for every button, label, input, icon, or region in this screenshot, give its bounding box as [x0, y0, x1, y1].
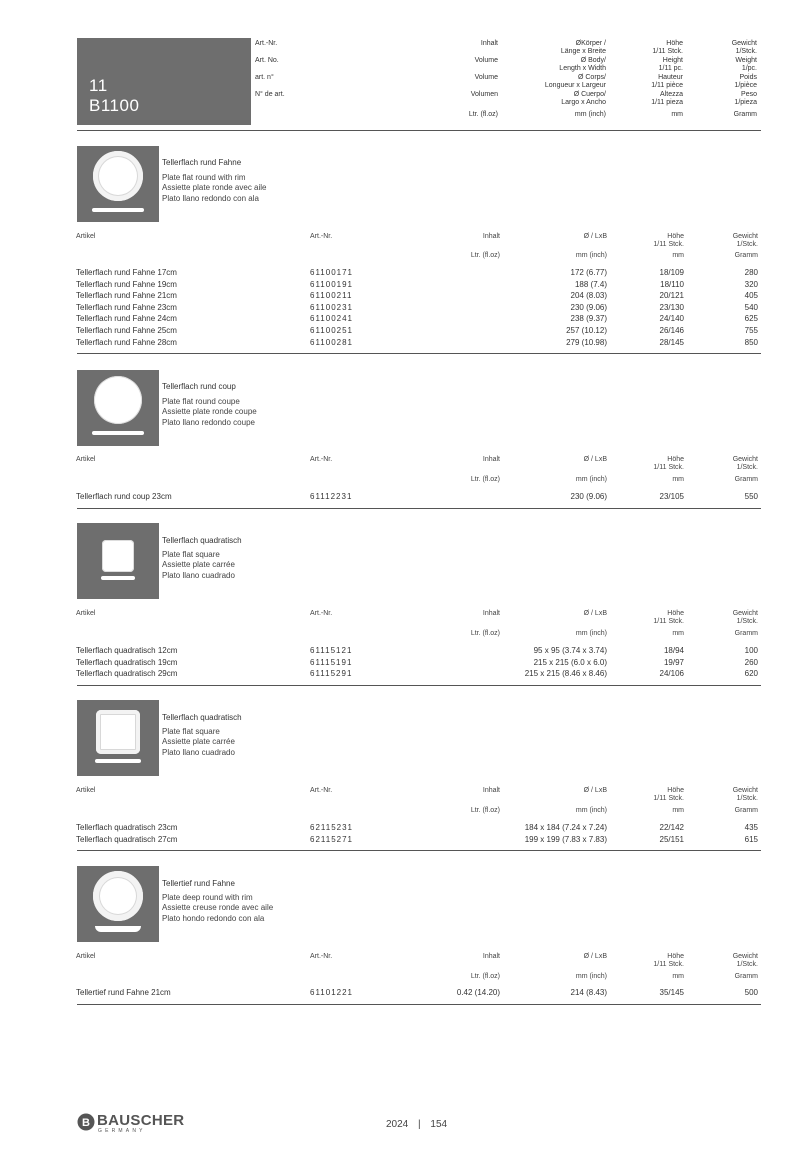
- page-number: 154: [430, 1119, 448, 1130]
- weight-value: 280: [744, 268, 758, 277]
- brand-name: BAUSCHER: [97, 1112, 185, 1129]
- product-name: Tellerflach rund Fahne 21cm: [76, 291, 177, 301]
- series-badge: [77, 38, 251, 125]
- article-number: 61115291: [310, 669, 353, 679]
- article-number: 61100281: [310, 337, 353, 347]
- weight-value: 615: [744, 834, 758, 844]
- series-number: 11: [89, 76, 108, 95]
- table-header: Artikel Art.-Nr. Inhalt Ø / LxB Höhe 1/11 Stck. Gewicht 1/Stck. Ltr. (fl.oz) mm (inch) mm Gramm: [76, 610, 758, 637]
- height-value: 35/145: [659, 988, 684, 997]
- height-value: 28/145: [659, 337, 684, 347]
- dimension-value: 279 (10.98): [566, 337, 607, 347]
- product-name: Tellerflach rund Fahne 23cm: [76, 302, 177, 312]
- series-code: B1100: [89, 96, 140, 115]
- bauscher-emblem-icon: [77, 1113, 95, 1131]
- table-row: [76, 279, 762, 291]
- svg-text:B: B: [82, 1117, 90, 1129]
- weight-value: 625: [744, 314, 758, 324]
- dimension-value: 204 (8.03): [570, 291, 607, 301]
- table-header: Artikel Art.-Nr. Inhalt Ø / LxB Höhe 1/11 Stck. Gewicht 1/Stck. Ltr. (fl.oz) mm (inch) mm Gramm: [76, 233, 758, 259]
- product-name: Tellerflach quadratisch 29cm: [76, 669, 178, 679]
- table-row: [76, 668, 762, 680]
- weight-value: 850: [744, 337, 758, 347]
- weight-value: 500: [744, 988, 758, 997]
- section-divider: [77, 685, 761, 686]
- weight-value: 620: [744, 669, 758, 679]
- dimension-value: 230 (9.06): [570, 492, 607, 501]
- article-number: 62115271: [310, 834, 353, 844]
- weight-value: 405: [744, 291, 758, 301]
- article-number: 61100191: [310, 279, 353, 289]
- page-footer: [386, 1119, 447, 1130]
- table-row: [76, 987, 762, 999]
- dimension-value: 215 x 215 (6.0 x 6.0): [533, 657, 607, 667]
- product-name: Tellerflach rund coup 23cm: [76, 492, 172, 501]
- dimension-value: 184 x 184 (7.24 x 7.24): [524, 823, 607, 832]
- product-name: Tellerflach rund Fahne 24cm: [76, 314, 177, 324]
- table-row: [76, 491, 762, 503]
- height-value: 19/97: [663, 657, 684, 667]
- dimension-value: 188 (7.4): [574, 279, 607, 289]
- section-description: Plate deep round with rim Assiette creuse ronde avec aile Plato hondo redondo con ala: [162, 893, 274, 923]
- volume-value: 0.42 (14.20): [456, 988, 500, 997]
- height-value: 18/110: [660, 279, 684, 289]
- height-value: 18/94: [663, 646, 684, 655]
- dimension-value: 199 x 199 (7.83 x 7.83): [524, 834, 607, 844]
- dimension-value: 95 x 95 (3.74 x 3.74): [533, 646, 607, 655]
- product-image-round-coupe: [77, 370, 159, 446]
- section-title: Tellerflach rund Fahne: [162, 158, 242, 167]
- article-number: 61100171: [310, 268, 353, 277]
- height-value: 23/105: [659, 492, 684, 501]
- section-title: Tellerflach quadratisch: [162, 713, 242, 722]
- product-name: Tellerflach quadratisch 27cm: [76, 834, 178, 844]
- product-image-deep-rim: [77, 866, 159, 942]
- product-name: Tellerflach quadratisch 12cm: [76, 646, 178, 655]
- section-description: Plate flat round with rim Assiette plate ronde avec aile Plato llano redondo con ala: [162, 173, 267, 203]
- product-name: Tellertief rund Fahne 21cm: [76, 988, 171, 997]
- section-divider: [77, 850, 761, 851]
- header-col-inhalt: Inhalt Volume Volume Volumen Ltr. (fl.oz): [468, 40, 498, 118]
- dimension-value: 172 (6.77): [570, 268, 607, 277]
- table-row: [76, 313, 762, 325]
- section-divider: [77, 353, 761, 354]
- section-description: Plate flat square Assiette plate carrée Plato llano cuadrado: [162, 550, 235, 580]
- product-name: Tellerflach rund Fahne 19cm: [76, 279, 177, 289]
- table-row: [76, 290, 762, 302]
- table-row: [76, 267, 762, 279]
- article-number: 61100251: [310, 326, 353, 335]
- section-description: Plate flat round coupe Assiette plate ronde coupe Plato llano redondo coupe: [162, 397, 257, 427]
- product-name: Tellerflach quadratisch 19cm: [76, 657, 178, 667]
- dimension-value: 257 (10.12): [566, 326, 607, 335]
- dimension-value: 215 x 215 (8.46 x 8.46): [524, 669, 607, 679]
- table-row: [76, 337, 762, 349]
- article-number: 62115231: [310, 823, 353, 832]
- header-divider: [77, 130, 761, 131]
- section-description: Plate flat square Assiette plate carrée Plato llano cuadrado: [162, 727, 235, 757]
- height-value: 22/142: [659, 823, 684, 832]
- product-name: Tellerflach quadratisch 23cm: [76, 823, 178, 832]
- section-divider: [77, 1004, 761, 1005]
- header-col-gewicht: Gewicht 1/Stck. Weight 1/pc. Poids 1/pièce Peso 1/pieza Gramm: [731, 40, 757, 118]
- height-value: 18/109: [659, 268, 684, 277]
- section-title: Tellertief rund Fahne: [162, 879, 235, 888]
- table-header: Artikel Art.-Nr. Inhalt Ø / LxB Höhe 1/11 Stck. Gewicht 1/Stck. Ltr. (fl.oz) mm (inch) mm Gramm: [76, 953, 758, 980]
- weight-value: 550: [744, 492, 758, 501]
- product-name: Tellerflach rund Fahne 17cm: [76, 268, 177, 277]
- article-number: 61100211: [310, 291, 353, 301]
- section-title: Tellerflach rund coup: [162, 382, 236, 391]
- table-header: Artikel Art.-Nr. Inhalt Ø / LxB Höhe 1/11 Stck. Gewicht 1/Stck. Ltr. (fl.oz) mm (inch) mm Gramm: [76, 787, 758, 814]
- weight-value: 540: [744, 302, 758, 312]
- header-col-koerper: ØKörper / Länge x Breite Ø Body/ Length x Width Ø Corps/ Longueur x Largeur Ø Cuerpo/ Largo x Ancho mm (inch): [544, 40, 606, 118]
- dimension-value: 214 (8.43): [570, 988, 607, 997]
- weight-value: 755: [744, 326, 758, 335]
- footer-separator: |: [418, 1119, 421, 1130]
- height-value: 24/106: [659, 669, 684, 679]
- weight-value: 100: [744, 646, 758, 655]
- section-title: Tellerflach quadratisch: [162, 536, 242, 545]
- footer-year: 2024: [386, 1119, 409, 1130]
- article-number: 61112231: [310, 492, 353, 501]
- brand-subtitle: GERMANY: [98, 1128, 146, 1134]
- height-value: 24/140: [659, 314, 684, 324]
- weight-value: 260: [744, 657, 758, 667]
- height-value: 23/130: [659, 302, 684, 312]
- height-value: 20/121: [659, 291, 684, 301]
- article-number: 61115121: [310, 646, 353, 655]
- header-col-art: Art.-Nr. Art. No. art. n° N° de art.: [255, 40, 285, 98]
- product-name: Tellerflach rund Fahne 28cm: [76, 337, 177, 347]
- product-image-round-rim: [77, 146, 159, 222]
- table-row: [76, 325, 762, 337]
- table-row: [76, 657, 762, 669]
- dimension-value: 238 (9.37): [570, 314, 607, 324]
- product-image-square-small: [77, 523, 159, 599]
- product-image-square-large: [77, 700, 159, 776]
- article-number: 61115191: [310, 657, 353, 667]
- article-number: 61100231: [310, 302, 353, 312]
- dimension-value: 230 (9.06): [570, 302, 607, 312]
- section-divider: [77, 508, 761, 509]
- article-number: 61101221: [310, 988, 353, 997]
- article-number: 61100241: [310, 314, 353, 324]
- height-value: 26/146: [659, 326, 684, 335]
- height-value: 25/151: [659, 834, 684, 844]
- table-row: [76, 645, 762, 657]
- table-header: Artikel Art.-Nr. Inhalt Ø / LxB Höhe 1/11 Stck. Gewicht 1/Stck. Ltr. (fl.oz) mm (inch) mm Gramm: [76, 456, 758, 483]
- table-row: [76, 302, 762, 314]
- table-row: [76, 822, 762, 834]
- weight-value: 435: [744, 823, 758, 832]
- table-row: [76, 834, 762, 846]
- header-col-hoehe: Höhe 1/11 Stck. Height 1/11 pc. Hauteur 1/11 pièce Altezza 1/11 pieza mm: [651, 40, 683, 118]
- weight-value: 320: [744, 279, 758, 289]
- product-name: Tellerflach rund Fahne 25cm: [76, 326, 177, 335]
